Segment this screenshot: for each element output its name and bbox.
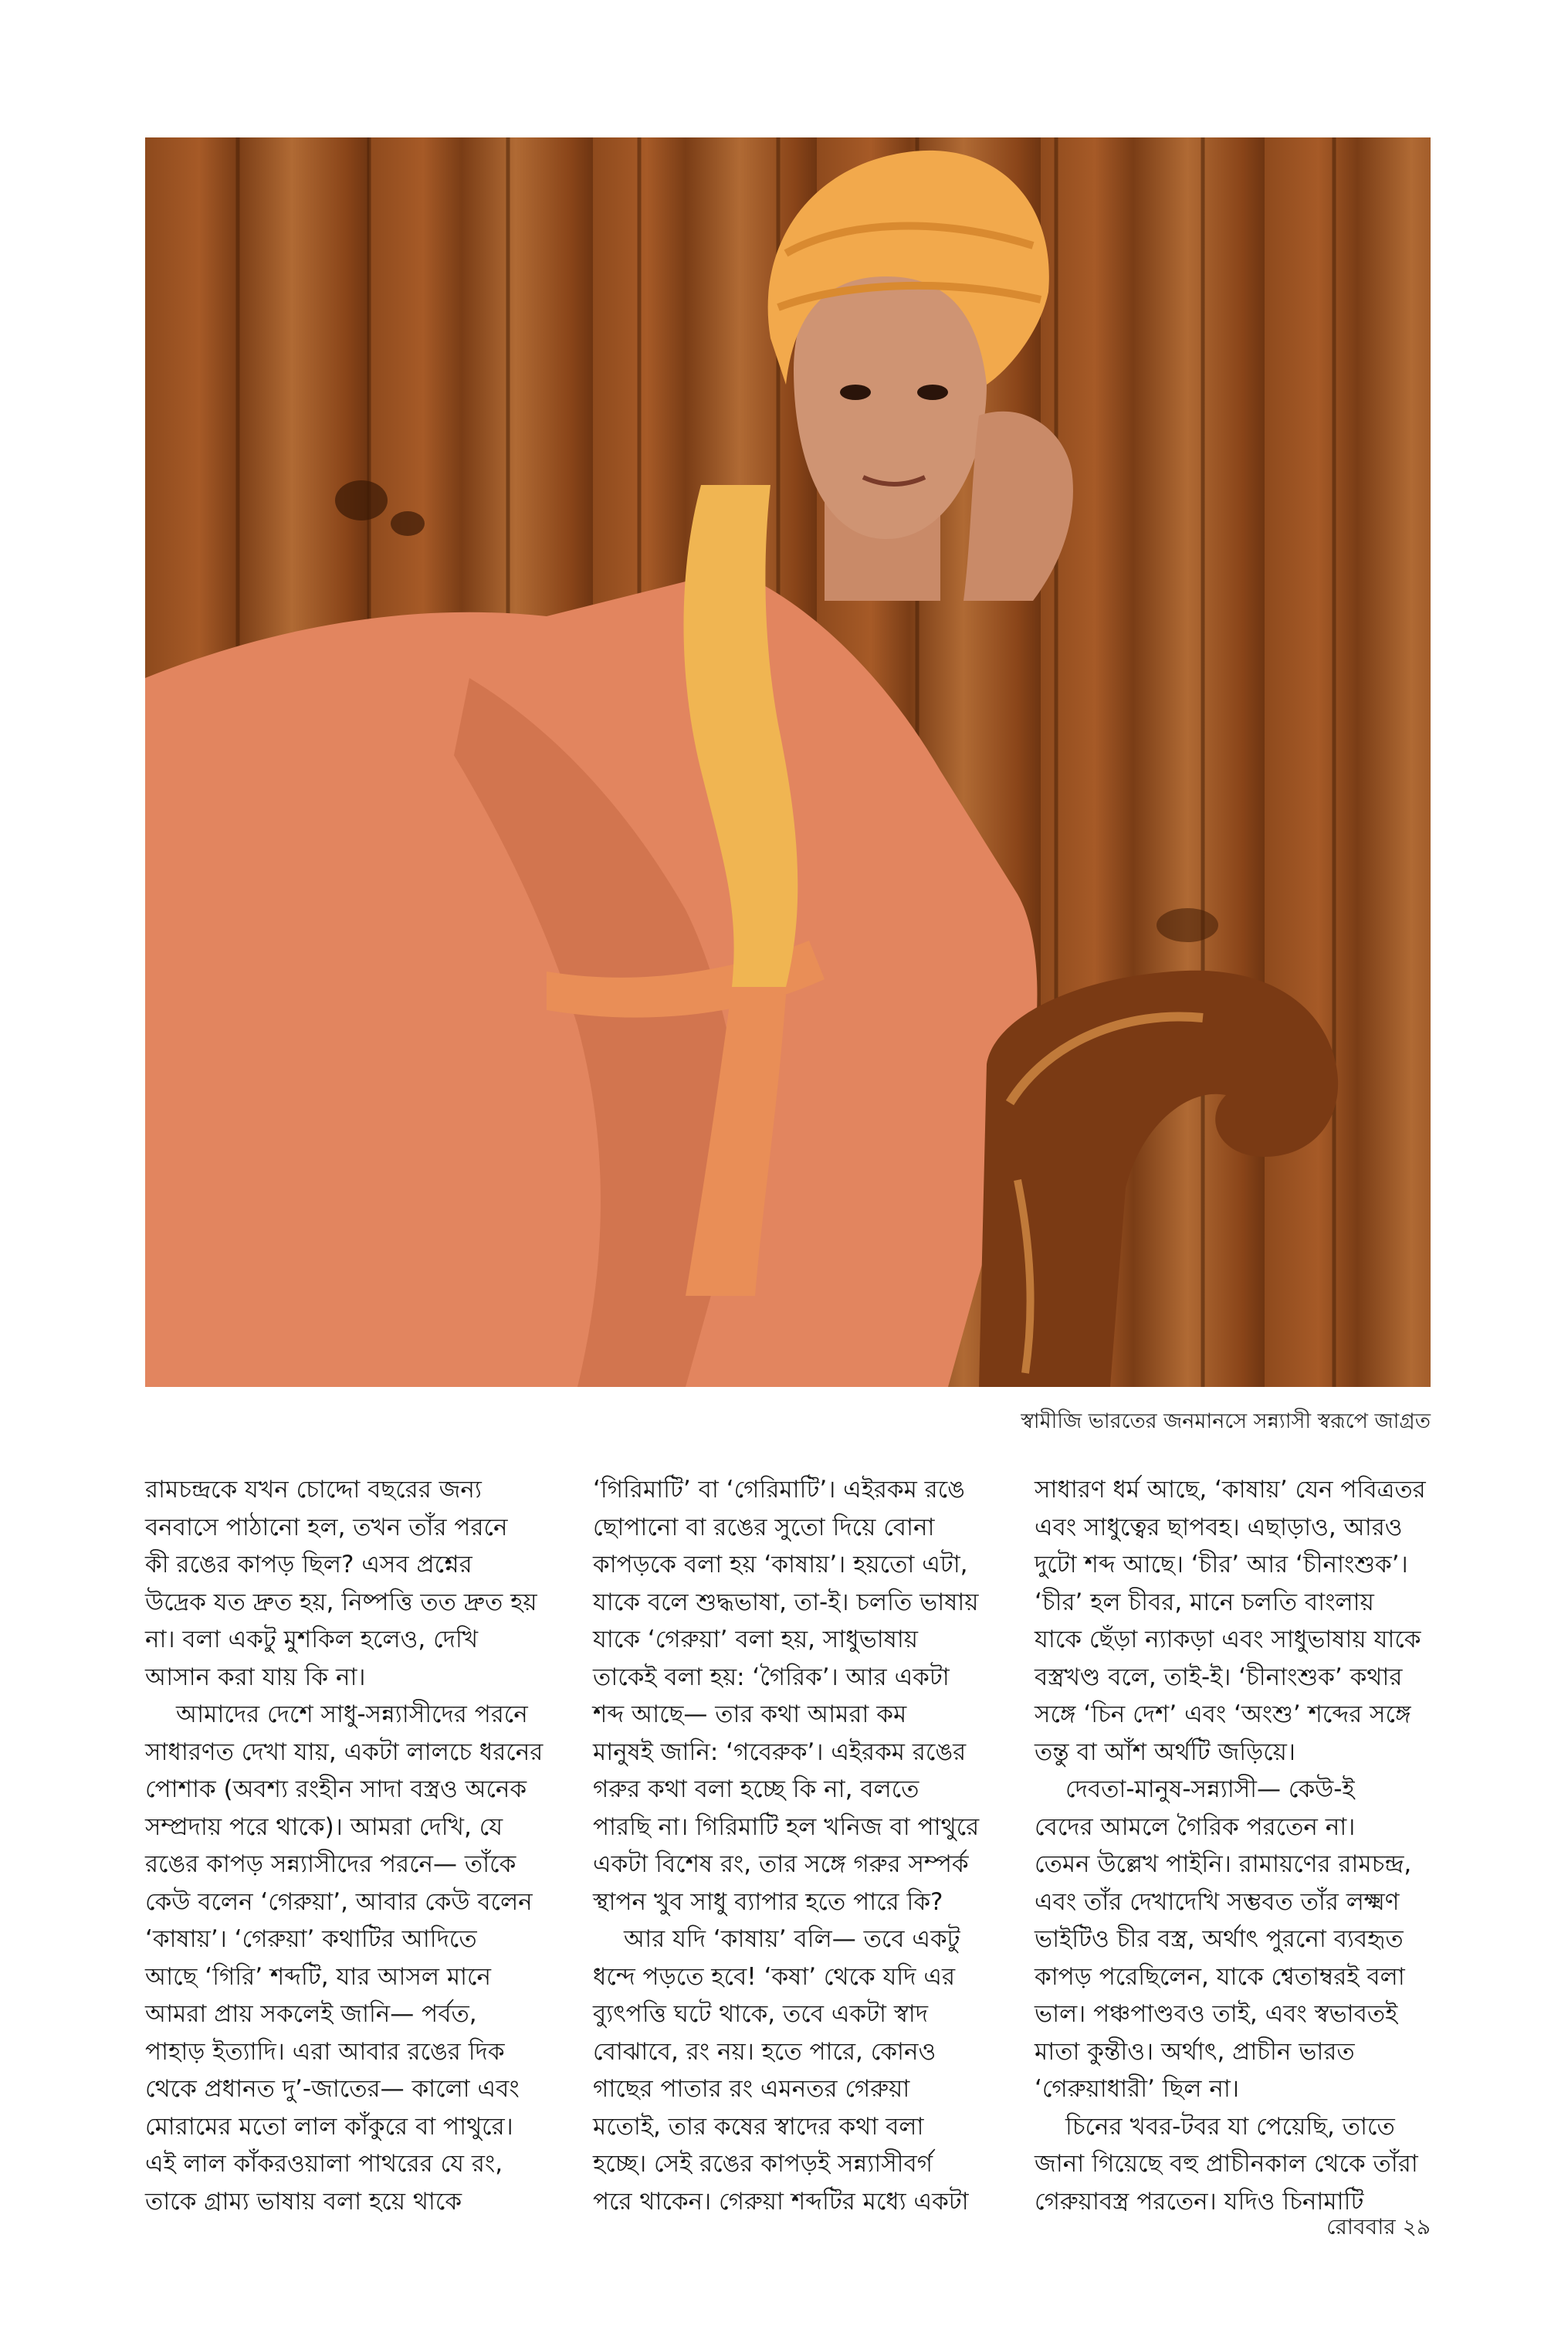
text-line: ভাইটিও চীর বস্ত্র, অর্থাৎ পুরনো ব্যবহৃত <box>1035 1925 1404 1953</box>
text-line: ‘গেরুয়াধারী’ ছিল না। <box>1035 2075 1239 2103</box>
text-line: কাপড়কে বলা হয় ‘কাষায়’। হয়তো এটা, <box>593 1551 968 1578</box>
paragraph-start-line: আর যদি ‘কাষায়’ বলি— তবে একটু <box>624 1925 960 1953</box>
text-line: মাতা কুন্তীও। অর্থাৎ, প্রাচীন ভারত <box>1035 2037 1355 2066</box>
photo-caption: স্বামীজি ভারতের জনমানসে সন্ন্যাসী স্বরূপে জাগ্রত <box>1021 1409 1431 1433</box>
article-photo <box>145 137 1431 1387</box>
text-line: সাধারণত দেখা যায়, একটা লালচে ধরনের <box>145 1738 544 1766</box>
text-line: স্থাপন খুব সাধু ব্যাপার হতে পারে কি? <box>593 1887 943 1916</box>
page-folio: রোববার ২৯ <box>1326 2214 1431 2240</box>
text-line: পরে থাকেন। গেরুয়া শব্দটির মধ্যে একটা <box>593 2187 969 2216</box>
text-line: রামচন্দ্রকে যখন চোদ্দো বছরের জন্য <box>145 1476 482 1504</box>
text-line: যাকে ‘গেরুয়া’ বলা হয়, সাধুভাষায় <box>593 1626 919 1653</box>
text-line: না। বলা একটু মুশকিল হলেও, দেখি <box>145 1626 479 1653</box>
text-column-1 <box>145 1471 544 2220</box>
text-line: পারছি না। গিরিমাটি হল খনিজ বা পাথুরে <box>593 1812 980 1841</box>
text-line: থেকে প্রধানত দু’-জাতের— কালো এবং <box>145 2075 520 2103</box>
text-line: তন্তু বা আঁশ অর্থটি জড়িয়ে। <box>1035 1738 1296 1766</box>
text-line: ভাল। পঞ্চপাণ্ডবও তাই, এবং স্বভাবতই <box>1035 2000 1398 2028</box>
text-line: দুটো শব্দ আছে। ‘চীর’ আর ‘চীনাংশুক’। <box>1035 1551 1408 1578</box>
text-line: যাকে ছেঁড়া ন্যাকড়া এবং সাধুভাষায় যাকে <box>1035 1626 1421 1653</box>
text-line: এই লাল কাঁকরওয়ালা পাথরের যে রং, <box>145 2150 503 2178</box>
text-line: বনবাসে পাঠানো হল, তখন তাঁর পরনে <box>145 1513 508 1541</box>
text-line: আমরা প্রায় সকলেই জানি— পর্বত, <box>145 2000 477 2028</box>
text-line: পাহাড় ইত্যাদি। এরা আবার রঙের দিক <box>145 2037 505 2066</box>
text-line: ‘চীর’ হল চীবর, মানে চলতি বাংলায় <box>1035 1588 1374 1616</box>
paragraph-start-line: চিনের খবর-টবর যা পেয়েছি, তাতে <box>1065 2112 1395 2141</box>
text-line: মতোই, তার কষের স্বাদের কথা বলা <box>593 2112 924 2141</box>
text-line: ‘কাষায়’। ‘গেরুয়া’ কথাটির আদিতে <box>145 1925 477 1953</box>
text-line: একটা বিশেষ রং, তার সঙ্গে গরুর সম্পর্ক <box>593 1850 969 1878</box>
text-line: এবং তাঁর দেখাদেখি সম্ভবত তাঁর লক্ষ্মণ <box>1035 1887 1400 1916</box>
text-line: উদ্রেক যত দ্রুত হয়, নিষ্পত্তি তত দ্রুত হয় <box>145 1588 537 1616</box>
text-line: মোরামের মতো লাল কাঁকুরে বা পাথুরে। <box>145 2112 513 2141</box>
portrait-illustration <box>145 137 1431 1387</box>
text-line: বস্ত্রখণ্ড বলে, তাই-ই। ‘চীনাংশুক’ কথার <box>1035 1663 1403 1691</box>
text-column-2 <box>593 1471 980 2220</box>
text-line: শব্দ আছে— তার কথা আমরা কম <box>593 1700 907 1728</box>
text-line: গরুর কথা বলা হচ্ছে কি না, বলতে <box>593 1775 919 1803</box>
paragraph-start-line: দেবতা-মানুষ-সন্ন্যাসী— কেউ-ই <box>1065 1775 1355 1803</box>
paragraph-start-line: আমাদের দেশে সাধু-সন্ন্যাসীদের পরনে <box>176 1700 528 1728</box>
text-line: জানা গিয়েছে বহু প্রাচীনকাল থেকে তাঁরা <box>1035 2150 1418 2178</box>
text-line: যাকে বলে শুদ্ধভাষা, তা-ই। চলতি ভাষায় <box>593 1588 979 1616</box>
text-line: গাছের পাতার রং এমনতর গেরুয়া <box>593 2075 910 2103</box>
text-line: সঙ্গে ‘চিন দেশ’ এবং ‘অংশু’ শব্দের সঙ্গে <box>1035 1700 1411 1728</box>
text-line: মানুষই জানি: ‘গবেরুক’। এইরকম রঙের <box>593 1738 967 1766</box>
text-line: কী রঙের কাপড় ছিল? এসব প্রশ্নের <box>145 1551 472 1578</box>
text-line: কেউ বলেন ‘গেরুয়া’, আবার কেউ বলেন <box>145 1887 533 1916</box>
text-line: রঙের কাপড় সন্ন্যাসীদের পরনে— তাঁকে <box>145 1850 516 1878</box>
text-line: হচ্ছে। সেই রঙের কাপড়ই সন্ন্যাসীবর্গ <box>593 2150 933 2178</box>
text-line: ধন্দে পড়তে হবে! ‘কষা’ থেকে যদি এর <box>593 1962 956 1991</box>
text-line: আসান করা যায় কি না। <box>145 1663 366 1691</box>
text-line: আছে ‘গিরি’ শব্দটি, যার আসল মানে <box>145 1962 492 1991</box>
text-line: এবং সাধুত্বের ছাপবহ। এছাড়াও, আরও <box>1035 1513 1403 1541</box>
text-line: তাকে গ্রাম্য ভাষায় বলা হয়ে থাকে <box>145 2187 462 2216</box>
text-line: কাপড় পরেছিলেন, যাকে শ্বেতাম্বরই বলা <box>1035 1962 1405 1991</box>
text-line: তাকেই বলা হয়: ‘গৈরিক’। আর একটা <box>593 1663 950 1691</box>
text-line: গেরুয়াবস্ত্র পরতেন। যদিও চিনামাটি <box>1035 2187 1364 2216</box>
text-line: ব্যুৎপত্তি ঘটে থাকে, তবে একটা স্বাদ <box>593 2000 928 2028</box>
text-line: তেমন উল্লেখ পাইনি। রামায়ণের রামচন্দ্র, <box>1035 1850 1412 1878</box>
text-line: পোশাক (অবশ্য রংহীন সাদা বস্ত্রও অনেক <box>145 1775 527 1803</box>
text-line: সাধারণ ধর্ম আছে, ‘কাষায়’ যেন পবিত্রতর <box>1035 1476 1426 1504</box>
text-line: বেদের আমলে গৈরিক পরতেন না। <box>1035 1812 1356 1841</box>
text-line: ছোপানো বা রঙের সুতো দিয়ে বোনা <box>593 1513 935 1541</box>
text-line: সম্প্রদায় পরে থাকে)। আমরা দেখি, যে <box>145 1812 503 1841</box>
text-column-3 <box>1035 1471 1426 2220</box>
text-line: বোঝাবে, রং নয়। হতে পারে, কোনও <box>593 2037 936 2066</box>
text-line: ‘গিরিমাটি’ বা ‘গেরিমাটি’। এইরকম রঙে <box>593 1476 965 1504</box>
